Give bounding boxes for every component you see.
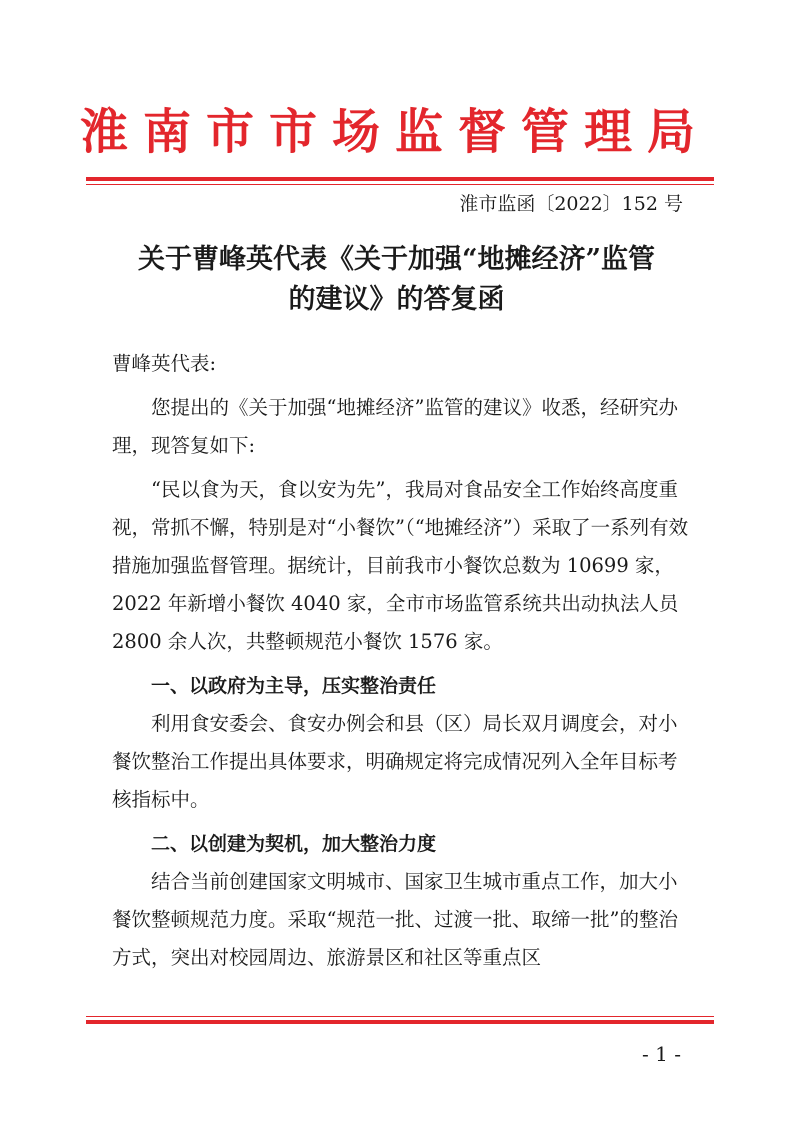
footer-red-rule-thin (86, 1016, 714, 1017)
document-body (112, 345, 692, 977)
salutation: 曹峰英代表: (112, 352, 217, 375)
page-number: - 1 - (642, 1042, 681, 1066)
section-1-heading: 一、以政府为主导，压实整治责任 (151, 675, 437, 697)
section-1-paragraph: 利用食安委会、食安办例会和县（区）局长双月调度会，对小餐饮整治工作提出具体要求，明确规定将完成情况列入全年目标考核指标中。 (112, 712, 678, 811)
intro-paragraph: 您提出的《关于加强“地摊经济”监管的建议》收悉，经研究办理，现答复如下: (112, 396, 678, 457)
overview-paragraph: “民以食为天，食以安为先”，我局对食品安全工作始终高度重视，常抓不懈，特别是对“小餐饮”（“地摊经济”）采取了一系列有效措施加强监督管理。据统计，目前我市小餐饮总数为 10699 家，2022 年新增小餐饮 4040 家，全市市场监管系统共出动执法人员 2800 余人次，共整顿规范小餐饮 1576 家。 (112, 478, 689, 653)
section-2-heading: 二、以创建为契机，加大整治力度 (151, 833, 437, 855)
letterhead-org-name: 淮南市市场监督管理局 (80, 104, 711, 160)
letterhead-red-rule-thin (86, 184, 714, 185)
title-line-2: 的建议》的答复函 (288, 284, 505, 315)
footer-red-rule-thick (86, 1020, 714, 1024)
section-2-paragraph: 结合当前创建国家文明城市、国家卫生城市重点工作，加大小餐饮整顿规范力度。采取“规范一批、过渡一批、取缔一批”的整治方式，突出对校园周边、旅游景区和社区等重点区 (112, 870, 678, 969)
letterhead-red-rule-thick (86, 177, 714, 181)
title-line-1: 关于曹峰英代表《关于加强“地摊经济”监管 (137, 244, 656, 275)
document-number: 淮市监函〔2022〕152 号 (459, 193, 683, 215)
document-title (60, 240, 733, 320)
